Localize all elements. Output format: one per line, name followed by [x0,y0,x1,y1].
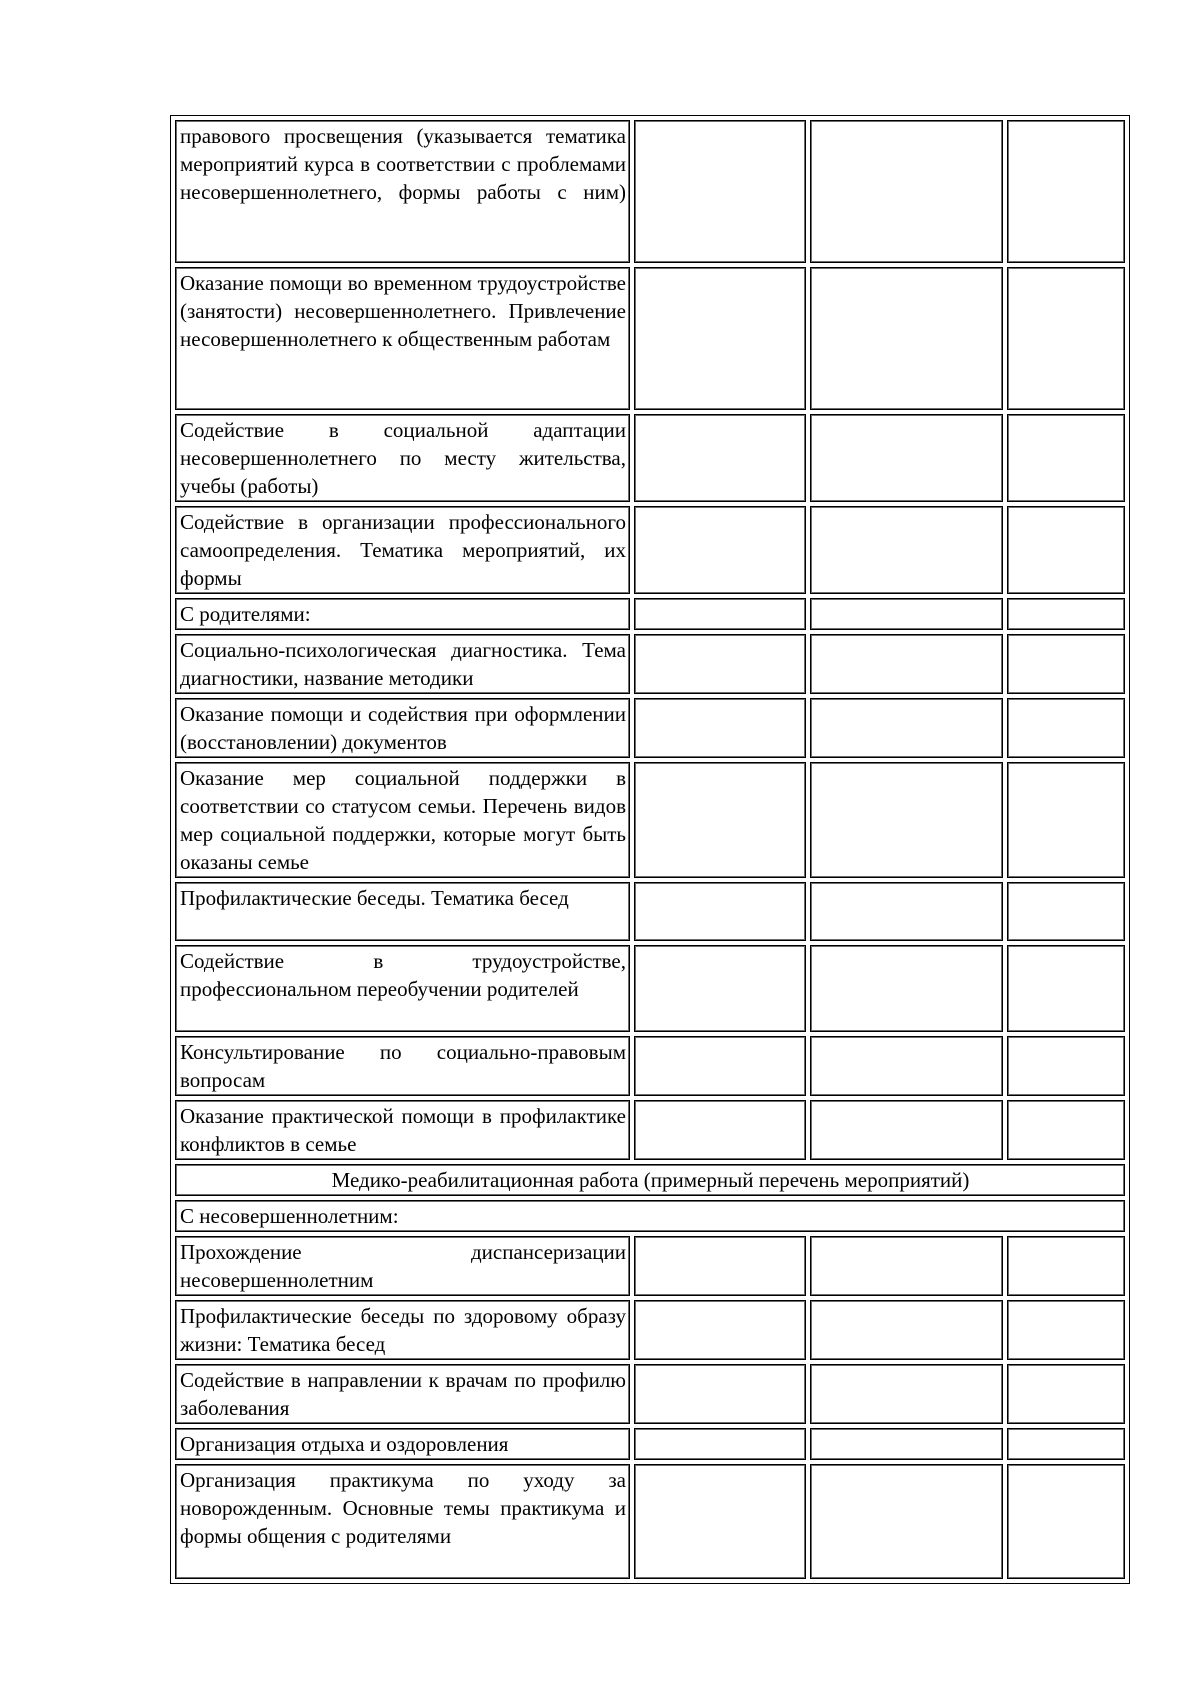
responsible-cell[interactable] [810,762,1003,878]
table-row [175,1100,1125,1160]
date-cell[interactable] [634,1300,806,1360]
table-row [175,1200,1125,1232]
date-cell[interactable] [634,598,806,630]
date-cell[interactable] [634,1428,806,1460]
table-row [175,414,1125,502]
responsible-cell[interactable] [810,1236,1003,1296]
responsible-cell[interactable] [810,598,1003,630]
responsible-cell[interactable] [810,945,1003,1032]
date-cell[interactable] [634,634,806,694]
subsection-heading-minor: С несовершеннолетним: [175,1200,1125,1232]
table-row [175,1036,1125,1096]
note-cell[interactable] [1007,267,1125,410]
note-cell[interactable] [1007,1100,1125,1160]
table-row [175,1364,1125,1424]
date-cell[interactable] [634,267,806,410]
note-cell[interactable] [1007,945,1125,1032]
activity-cell: Оказание практической помощи в профилактике конфликтов в семье [175,1100,630,1160]
note-cell[interactable] [1007,634,1125,694]
note-cell[interactable] [1007,698,1125,758]
date-cell[interactable] [634,762,806,878]
responsible-cell[interactable] [810,1036,1003,1096]
activity-plan-body [175,120,1125,1579]
note-cell[interactable] [1007,762,1125,878]
note-cell[interactable] [1007,506,1125,594]
note-cell[interactable] [1007,1236,1125,1296]
note-cell[interactable] [1007,1300,1125,1360]
activity-cell: Профилактические беседы по здоровому образу жизни: Тематика бесед [175,1300,630,1360]
date-cell[interactable] [634,1464,806,1579]
date-cell[interactable] [634,1100,806,1160]
activity-cell: Профилактические беседы. Тематика бесед [175,882,630,941]
date-cell[interactable] [634,882,806,941]
table-row [175,1164,1125,1196]
activity-cell: Содействие в социальной адаптации несовершеннолетнего по месту жительства, учебы (работы) [175,414,630,502]
date-cell[interactable] [634,506,806,594]
activity-cell: Организация практикума по уходу за новорожденным. Основные темы практикума и формы общения с родителями [175,1464,630,1579]
responsible-cell[interactable] [810,698,1003,758]
activity-cell: Оказание помощи во временном трудоустройстве (занятости) несовершеннолетнего. Привлечение несовершеннолетнего к общественным работам [175,267,630,410]
note-cell[interactable] [1007,882,1125,941]
table-row [175,698,1125,758]
date-cell[interactable] [634,698,806,758]
responsible-cell[interactable] [810,1464,1003,1579]
date-cell[interactable] [634,120,806,263]
activity-cell: Социально-психологическая диагностика. Тема диагностики, название методики [175,634,630,694]
activity-cell: Содействие в направлении к врачам по профилю заболевания [175,1364,630,1424]
activity-cell: Содействие в организации профессионального самоопределения. Тематика мероприятий, их формы [175,506,630,594]
table-row [175,1300,1125,1360]
table-row [175,1464,1125,1579]
responsible-cell[interactable] [810,1428,1003,1460]
table-row [175,1236,1125,1296]
responsible-cell[interactable] [810,1100,1003,1160]
table-row [175,267,1125,410]
responsible-cell[interactable] [810,120,1003,263]
activity-cell: Содействие в трудоустройстве, профессиональном переобучении родителей [175,945,630,1032]
section-heading-medical-rehabilitation: Медико-реабилитационная работа (примерный перечень мероприятий) [175,1164,1125,1196]
subsection-heading-parents: С родителями: [175,598,630,630]
responsible-cell[interactable] [810,414,1003,502]
responsible-cell[interactable] [810,1364,1003,1424]
activity-cell: Прохождение диспансеризации несовершеннолетним [175,1236,630,1296]
table-row [175,882,1125,941]
note-cell[interactable] [1007,1036,1125,1096]
date-cell[interactable] [634,945,806,1032]
note-cell[interactable] [1007,1464,1125,1579]
date-cell[interactable] [634,414,806,502]
note-cell[interactable] [1007,598,1125,630]
activity-cell: Консультирование по социально-правовым вопросам [175,1036,630,1096]
activity-cell: Организация отдыха и оздоровления [175,1428,630,1460]
table-row [175,120,1125,263]
table-row [175,598,1125,630]
date-cell[interactable] [634,1364,806,1424]
table-row [175,1428,1125,1460]
activity-cell: правового просвещения (указывается тематика мероприятий курса в соответствии с проблемами несовершеннолетнего, формы работы с ним) [175,120,630,263]
responsible-cell[interactable] [810,267,1003,410]
activity-cell: Оказание помощи и содействия при оформлении (восстановлении) документов [175,698,630,758]
date-cell[interactable] [634,1036,806,1096]
responsible-cell[interactable] [810,634,1003,694]
note-cell[interactable] [1007,1428,1125,1460]
table-row [175,634,1125,694]
note-cell[interactable] [1007,120,1125,263]
responsible-cell[interactable] [810,1300,1003,1360]
activity-cell: Оказание мер социальной поддержки в соответствии со статусом семьи. Перечень видов мер социальной поддержки, которые могут быть оказаны семье [175,762,630,878]
date-cell[interactable] [634,1236,806,1296]
responsible-cell[interactable] [810,506,1003,594]
table-row [175,945,1125,1032]
table-row [175,506,1125,594]
activity-plan-table [170,115,1130,1584]
responsible-cell[interactable] [810,882,1003,941]
note-cell[interactable] [1007,414,1125,502]
note-cell[interactable] [1007,1364,1125,1424]
table-row [175,762,1125,878]
